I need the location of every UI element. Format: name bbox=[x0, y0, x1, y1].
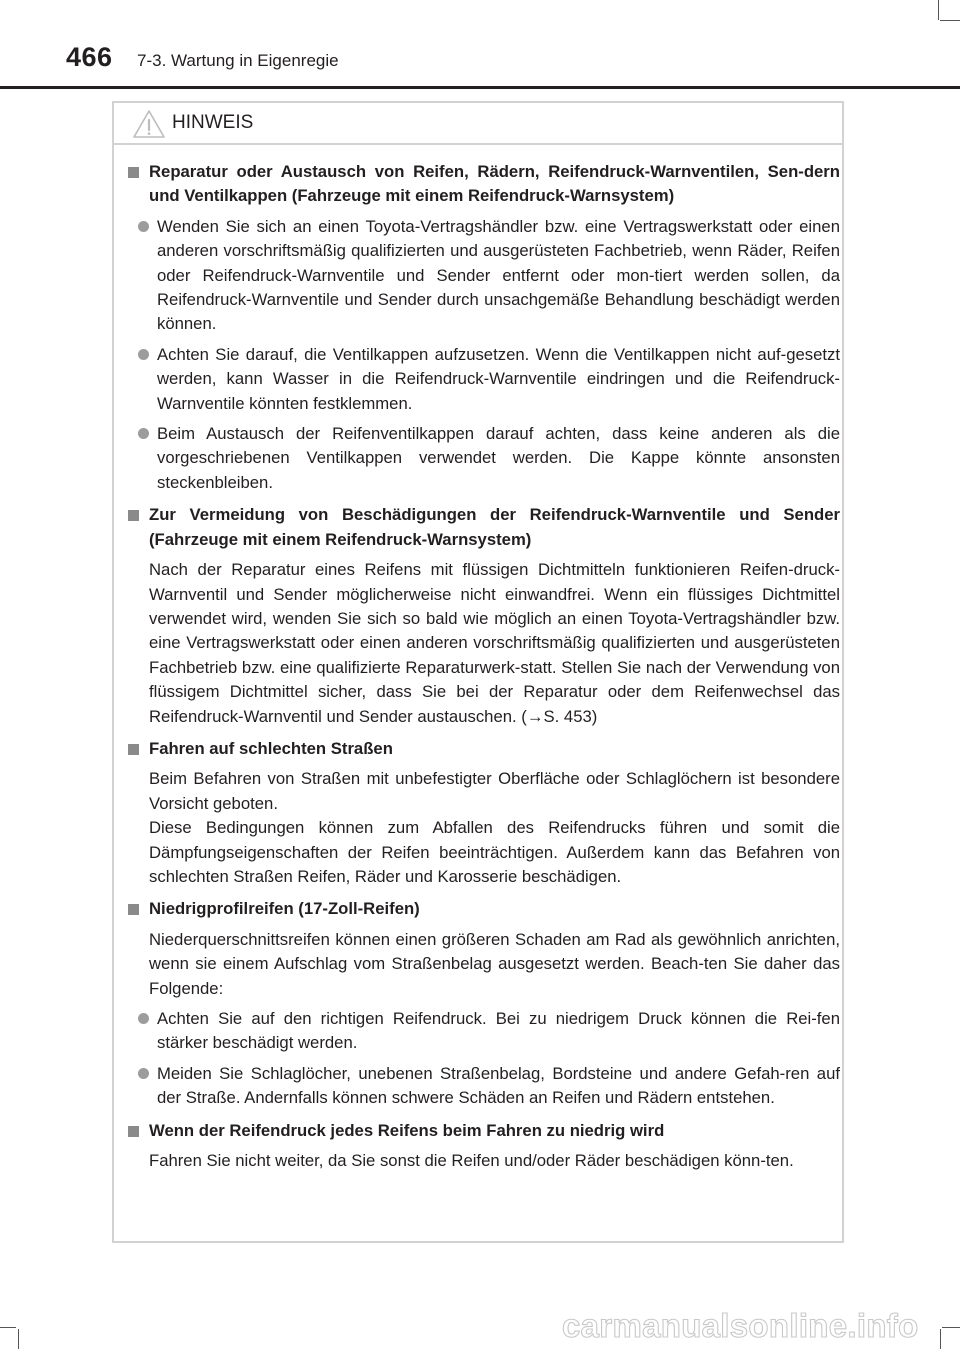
bullet-text: Achten Sie darauf, die Ventilkappen aufzusetzen. Wenn die Ventilkappen nicht auf-gesetzt werden, kann Wasser in die Reifendruck-Warnventile eindringen und die Reifendruck-Warnventile könnten festklemmen. bbox=[157, 344, 840, 413]
section-heading-text: Zur Vermeidung von Beschädigungen der Reifendruck-Warnventile und Sender (Fahrzeuge mit einem Reifendruck-Warnsystem) bbox=[149, 505, 840, 549]
bullet-item bbox=[128, 343, 840, 416]
section-paragraph: Niederquerschnittsreifen können einen größeren Schaden am Rad als gewöhnlich anrichten, wenn sie einem Aufschlag vom Straßenbelag ausgesetzt werden. Beach-ten Sie daher das Folgende: bbox=[149, 929, 840, 998]
page-header bbox=[0, 0, 960, 90]
section-heading bbox=[128, 737, 840, 761]
section-heading bbox=[128, 503, 840, 552]
section-title: 7-3. Wartung in Eigenregie bbox=[137, 51, 339, 70]
round-bullet-icon bbox=[138, 1013, 149, 1024]
square-bullet-icon bbox=[128, 510, 139, 521]
section-heading bbox=[128, 1119, 840, 1143]
bullet-item bbox=[128, 215, 840, 337]
crop-mark bbox=[0, 1327, 16, 1328]
bullet-text: Wenden Sie sich an einen Toyota-Vertragshändler bzw. eine Vertragswerkstatt oder einen anderen vorschriftsmäßig qualifizierten und ausgerüsteten Fachbetrieb, wenn Räder, Reifen oder Reifendruck-Warnventile und Sender entfernt oder mon-tiert werden sollen, da Reifendruck-Warnventile und Sender durch unsachgemäße Behandlung beschädigt werden können. bbox=[157, 216, 840, 334]
bullet-item bbox=[128, 1062, 840, 1111]
section-paragraph: Diese Bedingungen können zum Abfallen des Reifendrucks führen und somit die Dämpfungseigenschaften der Reifen beeinträchtigen. Außerdem kann das Befahren von schlechten Straßen Reifen, Räder und Karosserie beschädigen. bbox=[149, 818, 840, 886]
crop-mark bbox=[18, 1329, 19, 1349]
square-bullet-icon bbox=[128, 904, 139, 915]
bullet-item bbox=[128, 422, 840, 495]
section-heading-text: Niedrigprofilreifen (17-Zoll-Reifen) bbox=[149, 899, 420, 919]
section-heading bbox=[128, 160, 840, 209]
svg-text:carmanualsonline.info: carmanualsonline.info bbox=[562, 1307, 919, 1344]
section-heading bbox=[128, 897, 840, 921]
bullet-text: Achten Sie auf den richtigen Reifendruck. Bei zu niedrigem Druck können die Rei-fen stärker beschädigt werden. bbox=[157, 1009, 840, 1053]
round-bullet-icon bbox=[138, 221, 149, 232]
round-bullet-icon bbox=[138, 1068, 149, 1079]
crop-mark bbox=[942, 1327, 960, 1328]
round-bullet-icon bbox=[138, 349, 149, 360]
section-paragraph: Fahren Sie nicht weiter, da Sie sonst die Reifen und/oder Räder beschädigen könn-ten. bbox=[149, 1151, 794, 1171]
square-bullet-icon bbox=[128, 167, 139, 178]
bullet-text: Beim Austausch der Reifenventilkappen darauf achten, dass keine anderen als die vorgeschriebenen Ventilkappen verwendet werden. Die Kappe könnte ansonsten steckenbleiben. bbox=[157, 424, 840, 492]
round-bullet-icon bbox=[138, 428, 149, 439]
watermark-logo bbox=[560, 1303, 944, 1347]
square-bullet-icon bbox=[128, 744, 139, 755]
section-paragraph: Beim Befahren von Straßen mit unbefestigter Oberfläche oder Schlaglöchern ist besondere Vorsicht geboten. bbox=[149, 769, 840, 813]
page-number: 466 bbox=[66, 42, 113, 72]
section-heading-text: Reparatur oder Austausch von Reifen, Rädern, Reifendruck-Warnventilen, Sen-dern und Ventilkappen (Fahrzeuge mit einem Reifendruck-Warnsystem) bbox=[149, 162, 840, 206]
section-paragraph: Nach der Reparatur eines Reifens mit flüssigen Dichtmitteln funktionieren Reifen-druck-Warnventil und Sender möglicherweise nicht einwandfrei. Wenn ein flüssiges Dichtmittel verwendet wird, wenden Sie sich so bald wie möglich an einen Toyota-Vertragshändler bzw. eine Vertragswerkstatt oder einen anderen vorschriftsmäßig qualifizierten und ausgerüsteten Fachbetrieb bzw. eine qualifizierte Reparaturwerk-statt. Stellen Sie nach der Verwendung von flüssigem Dichtmittel sicher, dass Sie bei der Reparatur oder dem Reifenwechsel das Reifendruck-Warnventil und Sender austauschen. (→S. 453) bbox=[149, 560, 840, 726]
header-rule bbox=[0, 86, 960, 89]
square-bullet-icon bbox=[128, 1126, 139, 1137]
bullet-text: Meiden Sie Schlaglöcher, unebenen Straßenbelag, Bordsteine und andere Gefah-ren auf der Straße. Andernfalls können schwere Schäden an Reifen und Rädern entstehen. bbox=[157, 1063, 840, 1108]
section-heading-text: Wenn der Reifendruck jedes Reifens beim Fahren zu niedrig wird bbox=[149, 1120, 665, 1140]
notice-header bbox=[114, 103, 842, 145]
notice-content bbox=[128, 160, 840, 1173]
warning-triangle-icon bbox=[132, 109, 166, 139]
notice-box bbox=[112, 101, 844, 1243]
notice-title: HINWEIS bbox=[172, 112, 254, 133]
bullet-item bbox=[128, 1007, 840, 1056]
section-heading-text: Fahren auf schlechten Straßen bbox=[149, 738, 393, 758]
